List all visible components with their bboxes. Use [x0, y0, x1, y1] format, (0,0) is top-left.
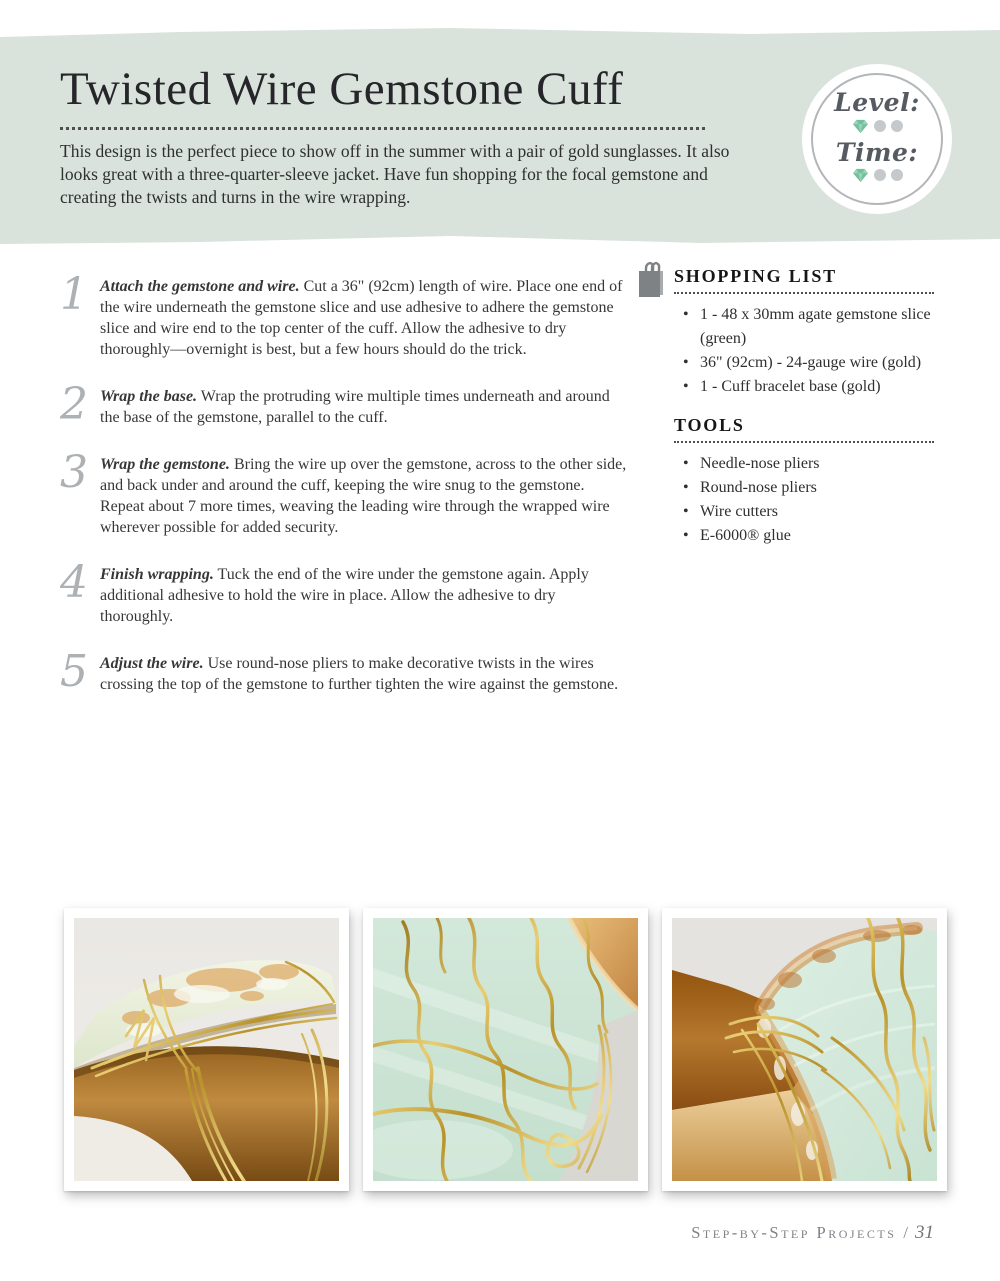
list-item: • E-6000® glue: [674, 524, 934, 548]
level-time-badge: [802, 64, 952, 214]
step-item: [60, 379, 632, 430]
page-title: Twisted Wire Gemstone Cuff: [60, 63, 624, 115]
shopping-bag-icon: [636, 261, 666, 299]
list-item: • Wire cutters: [674, 500, 934, 524]
list-item: • 36" (92cm) - 24-gauge wire (gold): [674, 351, 934, 375]
step-lead: Finish wrapping.: [100, 566, 214, 583]
photo-frame: [64, 908, 349, 1191]
photo-row: [64, 908, 947, 1191]
tools-list: [674, 452, 934, 548]
list-item: • 1 - Cuff bracelet base (gold): [674, 375, 934, 399]
sidebar: [674, 266, 934, 548]
rating-dot-icon: [874, 120, 886, 132]
steps-list: [60, 269, 632, 721]
rating-dot-icon: [891, 169, 903, 181]
step-number: 3: [60, 447, 88, 498]
rating-dot-icon: [874, 169, 886, 181]
shopping-list-section: [674, 266, 934, 399]
step-lead: Adjust the wire.: [100, 655, 204, 672]
step-text: [100, 386, 632, 428]
step-rest: Tuck the end of the wire under the gemstone again. Apply additional adhesive to hold the wire in place. Allow the adhesive to dry thoroughly.: [100, 566, 589, 625]
step-number: 2: [60, 379, 88, 430]
list-item: • Round-nose pliers: [674, 476, 934, 500]
step-number: 4: [60, 557, 88, 608]
step-item: [60, 557, 632, 627]
level-rating: [852, 118, 903, 135]
footer-label: Step-by-Step Projects: [691, 1223, 897, 1242]
step-lead: Wrap the gemstone.: [100, 456, 230, 473]
title-dotted-rule: [60, 127, 705, 130]
gem-icon: [852, 168, 869, 183]
step-number: 5: [60, 646, 88, 697]
step-lead: Attach the gemstone and wire.: [100, 278, 300, 295]
step-item: [60, 646, 632, 697]
step-item: [60, 447, 632, 538]
step-rest: Wrap the protruding wire multiple times underneath and around the base of the gemstone, parallel to the cuff.: [100, 388, 610, 426]
list-item: • 1 - 48 x 30mm agate gemstone slice (green): [674, 303, 934, 351]
footer-separator: /: [903, 1223, 908, 1242]
time-label: Time:: [835, 137, 919, 167]
tools-title: TOOLS: [674, 415, 934, 443]
list-item: • Needle-nose pliers: [674, 452, 934, 476]
step-text: [100, 454, 632, 538]
step-rest: Use round-nose pliers to make decorative twists in the wires crossing the top of the gemstone to further tighten the wire against the gemstone.: [100, 655, 619, 693]
step-text: [100, 564, 632, 627]
step-text: [100, 276, 632, 360]
step-number: 1: [60, 269, 88, 320]
shopping-list: [674, 303, 934, 399]
photo-frame: [363, 908, 648, 1191]
photo-stone-edge: [672, 918, 937, 1181]
time-rating: [852, 167, 903, 184]
step-rest: Cut a 36" (92cm) length of wire. Place one end of the wire underneath the gemstone slice and use adhesive to adhere the gemstone slice and wire end to the top center of the cuff. Allow the adhesive to dry thoroughly—overnight is best, but a few hours should do the trick.: [100, 278, 623, 358]
step-rest: Bring the wire up over the gemstone, across to the other side, and back under and around the cuff, keeping the wire snug to the gemstone. Repeat about 7 more times, weaving the leading wire through the wrapped wire wherever possible for added security.: [100, 456, 627, 536]
step-text: [100, 653, 632, 695]
gem-icon: [852, 119, 869, 134]
level-label: Level:: [834, 88, 920, 118]
photo-wire-detail: [373, 918, 638, 1181]
footer: [691, 1222, 934, 1244]
photo-wrapped-base: [74, 918, 339, 1181]
shopping-list-title: SHOPPING LIST: [674, 266, 934, 294]
tools-section: [674, 415, 934, 548]
page-number: 31: [915, 1222, 934, 1243]
step-item: [60, 269, 632, 360]
step-lead: Wrap the base.: [100, 388, 198, 405]
intro-paragraph: This design is the perfect piece to show off in the summer with a pair of gold sunglasses. It also looks great with a three-quarter-sleeve jacket. Have fun shopping for the focal gemstone and creating the twists and turns in the wire wrapping.: [60, 141, 730, 208]
rating-dot-icon: [891, 120, 903, 132]
photo-frame: [662, 908, 947, 1191]
